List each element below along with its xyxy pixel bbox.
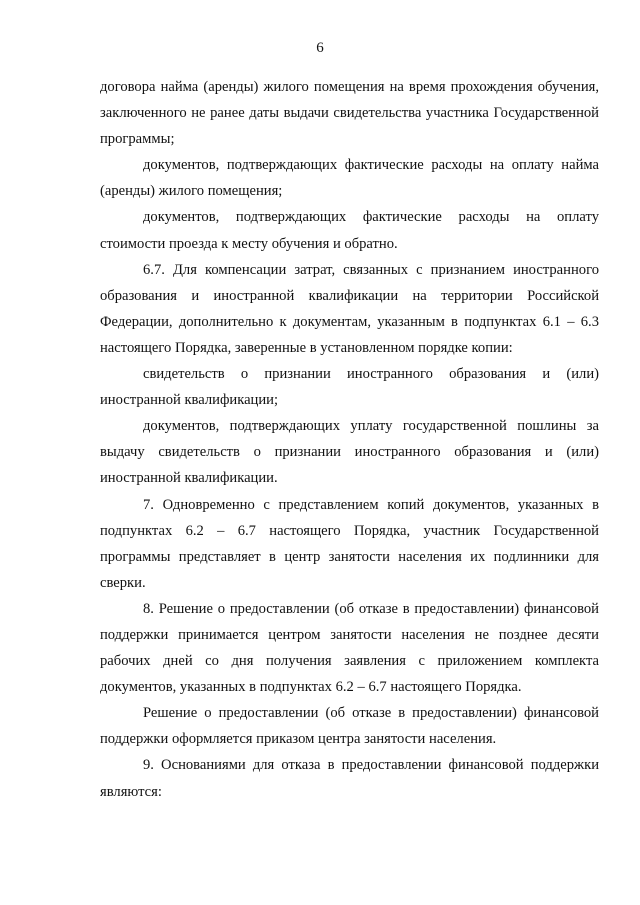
page-number: 6 bbox=[316, 40, 324, 56]
paragraph-rent-expenses: документов, подтверждающих фактические расходы на оплату найма (аренды) жилого помещения; bbox=[100, 157, 599, 200]
paragraph-7: 7. Одновременно с представлением копий документов, указанных в подпунктах 6.2 – 6.7 настоящего Порядка, участник Государственной программы представляет в центр занятости населения их подлинники для сверки. bbox=[100, 496, 599, 591]
paragraph-state-duty: документов, подтверждающих уплату государственной пошлины за выдачу свидетельств о признании иностранного образования и (или) иностранной квалификации. bbox=[100, 418, 599, 487]
paragraph-6-7: 6.7. Для компенсации затрат, связанных с признанием иностранного образования и иностранной квалификации на территории Российской Федерации, дополнительно к документам, указанным в подпунктах 6.1 – 6.3 настоящего Порядка, заверенные в установленном порядке копии: bbox=[100, 261, 599, 356]
paragraph-recognition-certificates: свидетельств о признании иностранного образования и (или) иностранной квалификации; bbox=[100, 366, 599, 409]
paragraph-decision-order: Решение о предоставлении (об отказе в предоставлении) финансовой поддержки оформляется приказом центра занятости населения. bbox=[100, 705, 599, 748]
document-body bbox=[100, 74, 599, 805]
paragraph-8: 8. Решение о предоставлении (об отказе в предоставлении) финансовой поддержки принимается центром занятости населения не позднее десяти рабочих дней со дня получения заявления с приложением комплекта документов, указанных в подпунктах 6.2 – 6.7 настоящего Порядка. bbox=[100, 600, 599, 696]
paragraph-9: 9. Основаниями для отказа в предоставлении финансовой поддержки являются: bbox=[100, 757, 599, 800]
paragraph-rental-contract: договора найма (аренды) жилого помещения на время прохождения обучения, заключенного не ранее даты выдачи свидетельства участника Государственной программы; bbox=[100, 79, 599, 148]
paragraph-travel-expenses: документов, подтверждающих фактические расходы на оплату стоимости проезда к месту обучения и обратно. bbox=[100, 209, 599, 252]
